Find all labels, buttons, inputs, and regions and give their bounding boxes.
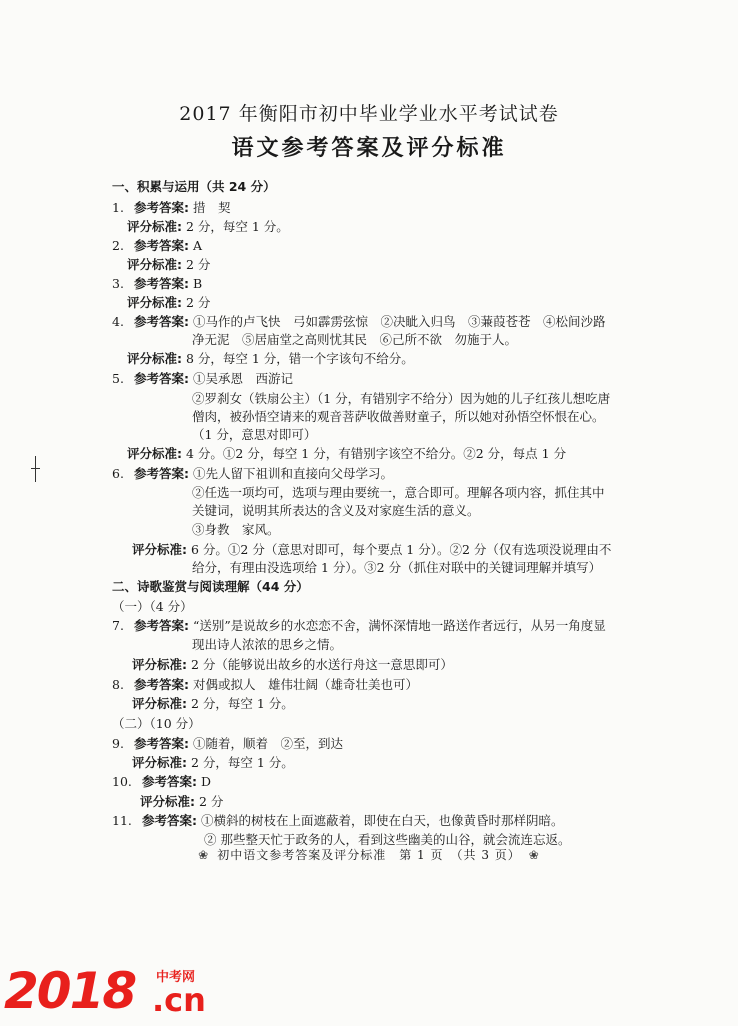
line-text: 6 分。①2 分（意思对即可，每个要点 1 分）。②2 分（仅有选项没说理由不 xyxy=(190,542,612,557)
answer-line xyxy=(112,578,309,596)
line-text: 一、积累与运用（共 24 分） xyxy=(112,179,276,194)
line-text: ②罗刹女（铁扇公主）（1 分，有错别字不给分）因为她的儿子红孩儿想吃唐 xyxy=(192,391,611,406)
line-text: （二）（10 分） xyxy=(112,716,201,731)
line-text: 2 分 xyxy=(185,257,211,272)
question-number: 10. xyxy=(112,774,132,789)
field-label: 参考答案: xyxy=(134,677,189,692)
answer-line xyxy=(112,370,293,388)
answer-line xyxy=(192,426,316,444)
field-label: 参考答案: xyxy=(134,466,189,481)
answer-line xyxy=(127,445,566,463)
answer-line xyxy=(132,541,611,559)
answer-line xyxy=(112,313,606,331)
field-label: 参考答案: xyxy=(142,813,197,828)
answer-line xyxy=(112,676,418,694)
footer-text: 初中语文参考答案及评分标准 第 1 页 （共 3 页） xyxy=(217,848,521,862)
answer-line xyxy=(112,178,276,196)
line-text: 2 分 xyxy=(198,794,224,809)
line-text: 关键词，说明其所表达的含义及对家庭生活的意义。 xyxy=(192,503,480,518)
line-text: 措 契 xyxy=(192,200,231,215)
answer-line xyxy=(192,408,605,426)
answer-line xyxy=(192,502,480,520)
answer-key-title: 语文参考答案及评分标准 xyxy=(231,136,507,161)
answer-line xyxy=(132,695,294,713)
question-number: 9. xyxy=(112,736,124,751)
line-text: 2 分，每空 1 分。 xyxy=(190,696,294,711)
field-label: 评分标准: xyxy=(127,257,182,272)
field-label: 评分标准: xyxy=(132,755,187,770)
answer-line xyxy=(192,331,517,349)
question-number: 11. xyxy=(112,813,132,828)
answer-line xyxy=(112,715,201,733)
answer-line xyxy=(112,617,606,635)
line-text: 净无泥 ⑤居庙堂之高则忧其民 ⑥己所不欲 勿施于人。 xyxy=(192,332,518,347)
field-label: 参考答案: xyxy=(134,200,189,215)
answer-line xyxy=(127,256,210,274)
scan-mark-cross xyxy=(31,468,40,469)
field-label: 参考答案: xyxy=(134,276,189,291)
answer-line xyxy=(192,559,601,577)
field-label: 评分标准: xyxy=(140,794,195,809)
logo-year: 2018 xyxy=(4,962,136,1020)
line-text: 8 分，每空 1 分，错一个字该句不给分。 xyxy=(185,351,414,366)
line-text: 僧肉，被孙悟空请来的观音菩萨收做善财童子，所以她对孙悟空怀恨在心。 xyxy=(192,409,605,424)
line-text: 4 分。①2 分，每空 1 分，有错别字该空不给分。②2 分，每点 1 分 xyxy=(185,446,567,461)
line-text: ②任选一项均可，选项与理由要统一，意合即可。理解各项内容，抓住其中 xyxy=(192,485,605,500)
line-text: 给分，有理由没选项给 1 分）。③2 分（抓住对联中的关键词理解并填写） xyxy=(192,560,602,575)
line-text: D xyxy=(200,774,212,789)
field-label: 评分标准: xyxy=(132,542,187,557)
line-text: ①先人留下祖训和直接向父母学习。 xyxy=(192,466,393,481)
line-text: B xyxy=(192,276,203,291)
field-label: 参考答案: xyxy=(134,371,189,386)
answer-line xyxy=(112,199,231,217)
flower-icon: ❀ xyxy=(528,848,540,862)
line-text: ③身教 家风。 xyxy=(192,522,280,537)
answer-line xyxy=(112,275,202,293)
field-label: 参考答案: xyxy=(134,736,189,751)
line-text: （1 分，意思对即可） xyxy=(192,427,317,442)
question-number: 4. xyxy=(112,314,124,329)
line-text: 2 分 xyxy=(185,295,211,310)
field-label: 评分标准: xyxy=(127,446,182,461)
answer-line xyxy=(140,793,223,811)
question-number: 2. xyxy=(112,238,124,253)
exam-title: 2017 年衡阳市初中毕业学业水平考试试卷 xyxy=(179,103,559,125)
answer-line xyxy=(112,237,202,255)
field-label: 评分标准: xyxy=(127,219,182,234)
line-text: （一）（4 分） xyxy=(112,599,193,614)
question-number: 1. xyxy=(112,200,124,215)
field-label: 评分标准: xyxy=(127,351,182,366)
answer-line xyxy=(192,636,342,654)
field-label: 评分标准: xyxy=(132,696,187,711)
answer-line xyxy=(127,218,289,236)
line-text: 二、诗歌鉴赏与阅读理解（44 分） xyxy=(112,579,309,594)
field-label: 参考答案: xyxy=(134,618,189,633)
question-number: 5. xyxy=(112,371,124,386)
line-text: 2 分（能够说出故乡的水送行舟这一意思即可） xyxy=(190,657,453,672)
line-text: 2 分，每空 1 分。 xyxy=(190,755,294,770)
answer-line xyxy=(192,484,605,502)
logo-domain: .cn xyxy=(152,981,206,1019)
answer-line xyxy=(112,773,211,791)
answer-line xyxy=(132,754,294,772)
scan-mark xyxy=(35,456,36,482)
line-text: ①随着，顺着 ②至，到达 xyxy=(192,736,343,751)
question-number: 6. xyxy=(112,466,124,481)
line-text: 对偶或拟人 雄伟壮阔（雄奇壮美也可） xyxy=(192,677,418,692)
field-label: 参考答案: xyxy=(134,238,189,253)
field-label: 评分标准: xyxy=(132,657,187,672)
logo-site-name: 中考网 xyxy=(156,970,196,985)
answer-line xyxy=(112,465,393,483)
field-label: 参考答案: xyxy=(142,774,197,789)
flower-icon: ❀ xyxy=(198,848,210,862)
question-number: 3. xyxy=(112,276,124,291)
line-text: ② 那些整天忙于政务的人，看到这些幽美的山谷，就会流连忘返。 xyxy=(204,832,571,847)
line-text: ①横斜的树枝在上面遮蔽着，即使在白天，也像黄昏时那样阴暗。 xyxy=(200,813,564,828)
line-text: A xyxy=(192,238,203,253)
field-label: 评分标准: xyxy=(127,295,182,310)
answer-line xyxy=(132,656,453,674)
field-label: 参考答案: xyxy=(134,314,189,329)
answer-line xyxy=(112,735,343,753)
question-number: 7. xyxy=(112,618,124,633)
answer-line xyxy=(127,294,210,312)
answer-line xyxy=(112,812,564,830)
question-number: 8. xyxy=(112,677,124,692)
line-text: ①吴承恩 西游记 xyxy=(192,371,293,386)
page-footer xyxy=(0,846,738,863)
site-watermark-logo[interactable] xyxy=(4,963,244,1019)
line-text: 2 分，每空 1 分。 xyxy=(185,219,289,234)
answer-line xyxy=(127,350,414,368)
answer-line xyxy=(112,598,193,616)
answer-line xyxy=(192,390,610,408)
answer-line xyxy=(192,521,280,539)
line-text: 现出诗人浓浓的思乡之情。 xyxy=(192,637,343,652)
line-text: “送别”是说故乡的水恋恋不舍，满怀深情地一路送作者远行，从另一角度显 xyxy=(192,618,606,633)
line-text: ①马作的卢飞快 弓如霹雳弦惊 ②决眦入归鸟 ③蒹葭苍苍 ④松间沙路 xyxy=(192,314,606,329)
